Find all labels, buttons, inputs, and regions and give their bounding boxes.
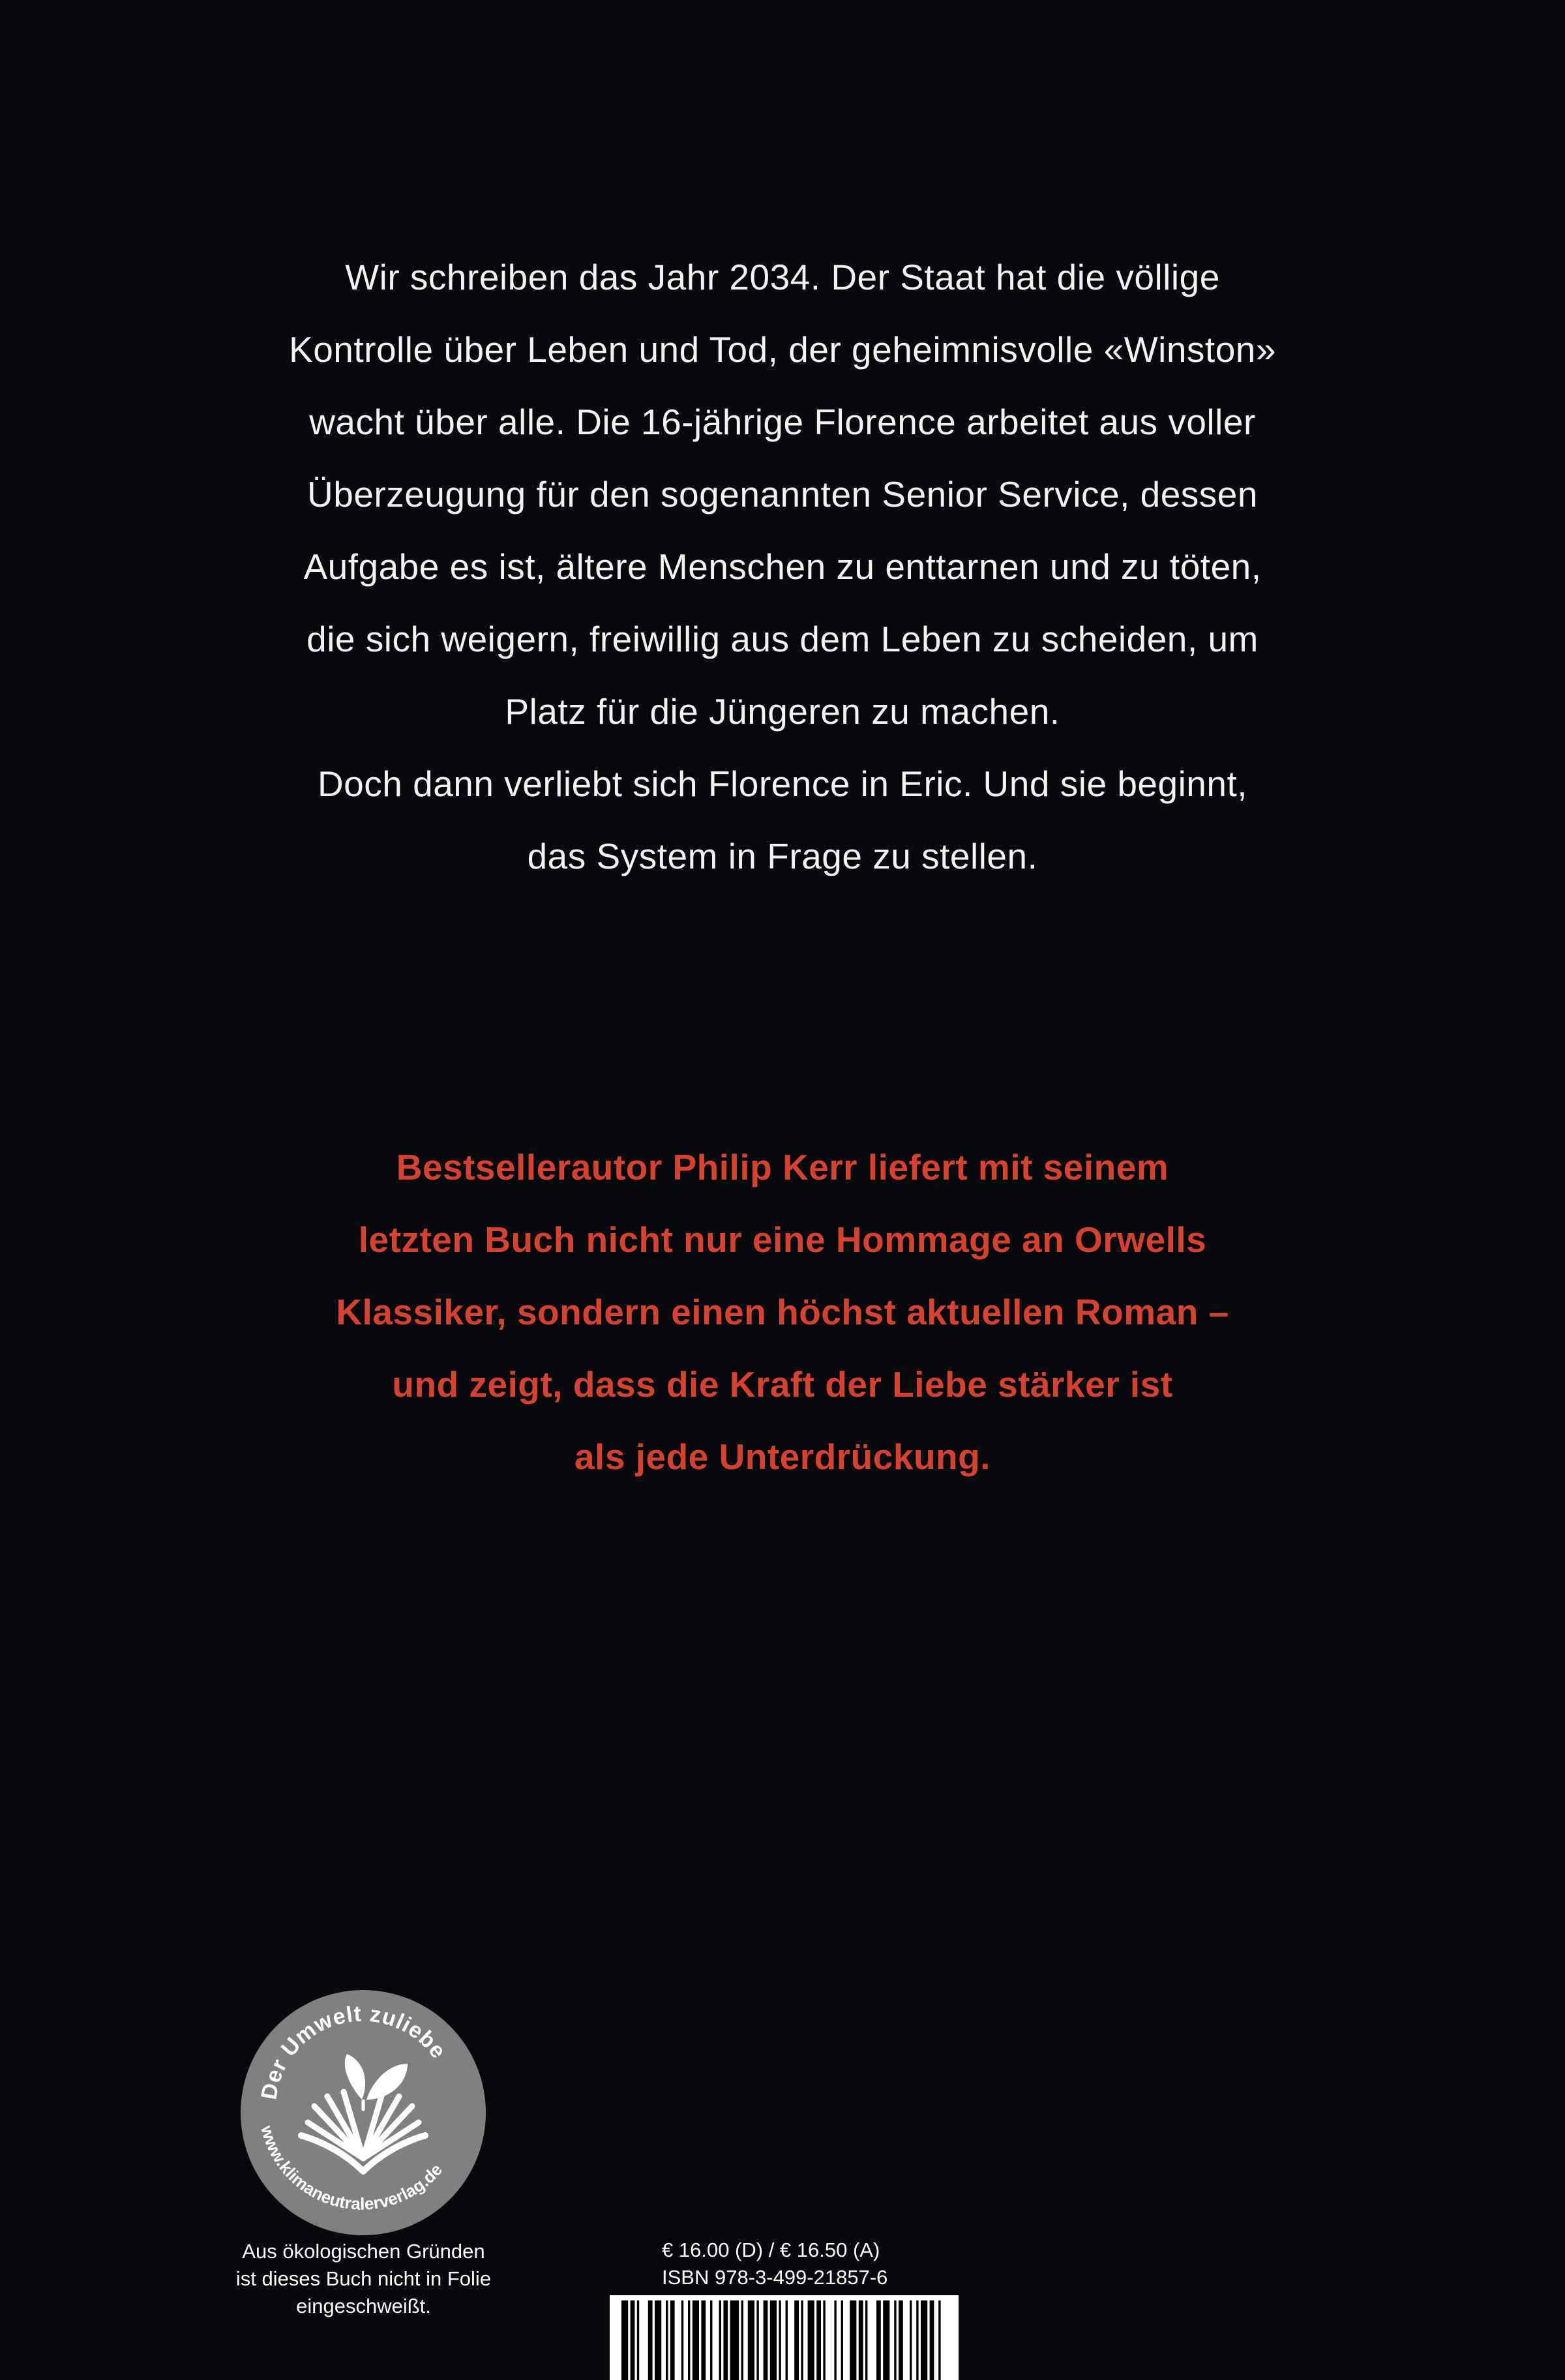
barcode-bar bbox=[841, 2300, 843, 2380]
barcode-bar bbox=[834, 2300, 836, 2380]
blurb-line: Platz für die Jüngeren zu machen. bbox=[505, 691, 1060, 732]
blurb-line: Überzeugung für den sogenannten Senior Service, dessen bbox=[307, 474, 1258, 514]
barcode-bar bbox=[748, 2300, 754, 2380]
barcode-bar bbox=[701, 2300, 706, 2380]
barcode-bar bbox=[850, 2300, 856, 2380]
barcode bbox=[610, 2295, 959, 2380]
barcode-bar bbox=[648, 2300, 653, 2380]
blurb-line: die sich weigern, freiwillig aus dem Leben zu scheiden, um bbox=[306, 619, 1259, 659]
eco-seal bbox=[239, 1989, 487, 2237]
barcode-bar bbox=[764, 2300, 768, 2380]
isbn: ISBN 978-3-499-21857-6 bbox=[662, 2266, 888, 2289]
barcode-bar bbox=[730, 2300, 739, 2380]
barcode-bar bbox=[719, 2300, 721, 2380]
barcode-bar bbox=[916, 2300, 918, 2380]
barcode-bar bbox=[770, 2300, 777, 2380]
blurb-line: Aufgabe es ist, ältere Menschen zu enttarnen und zu töten, bbox=[303, 546, 1262, 587]
barcode-bar bbox=[938, 2300, 940, 2380]
barcode-bar bbox=[865, 2300, 867, 2380]
quote-line: Klassiker, sondern einen höchst aktuellen Roman – bbox=[336, 1292, 1229, 1332]
barcode-bar bbox=[670, 2300, 675, 2380]
barcode-bar bbox=[899, 2300, 903, 2380]
barcode-bar bbox=[655, 2300, 661, 2380]
price: € 16.00 (D) / € 16.50 (A) bbox=[662, 2239, 880, 2261]
blurb-line: Doch dann verliebt sich Florence in Eric. Und sie beginnt, bbox=[317, 764, 1248, 804]
barcode-bar bbox=[779, 2300, 781, 2380]
barcode-bar bbox=[801, 2300, 803, 2380]
quote-line: letzten Buch nicht nur eine Hommage an Orwells bbox=[358, 1219, 1207, 1260]
barcode-bar bbox=[894, 2300, 896, 2380]
eco-note-line: eingeschweißt. bbox=[296, 2295, 431, 2317]
barcode-bar bbox=[816, 2300, 821, 2380]
barcode-bar bbox=[883, 2300, 889, 2380]
blurb-line: das System in Frage zu stellen. bbox=[527, 836, 1038, 876]
barcode-bar bbox=[637, 2300, 639, 2380]
barcode-bar bbox=[741, 2300, 743, 2380]
blurb-line: Kontrolle über Leben und Tod, der geheimnisvolle «Winston» bbox=[289, 329, 1276, 370]
seal-bottom-text: www.klimaneutralerverlag.de bbox=[257, 2123, 447, 2214]
barcode-bar bbox=[823, 2300, 825, 2380]
barcode-bar bbox=[930, 2300, 934, 2380]
barcode-bar bbox=[921, 2300, 927, 2380]
barcode-bar bbox=[910, 2300, 912, 2380]
barcode-bars bbox=[610, 2295, 959, 2380]
barcode-bar bbox=[876, 2300, 881, 2380]
barcode-bar bbox=[808, 2300, 814, 2380]
praise-quote bbox=[196, 1131, 1369, 1493]
barcode-bar bbox=[859, 2300, 863, 2380]
barcode-bar bbox=[756, 2300, 758, 2380]
quote-line: Bestsellerautor Philip Kerr liefert mit seinem bbox=[396, 1147, 1169, 1187]
eco-seal-graphic bbox=[239, 1989, 487, 2237]
seal-top-text: Der Umwelt zuliebe bbox=[256, 2001, 451, 2102]
quote-line: und zeigt, dass die Kraft der Liebe stärker ist bbox=[392, 1364, 1173, 1405]
quote-line: als jede Unterdrückung. bbox=[574, 1436, 991, 1477]
eco-note-line: ist dieses Buch nicht in Folie bbox=[235, 2267, 492, 2290]
eco-note bbox=[196, 2238, 531, 2320]
barcode-bar bbox=[723, 2300, 728, 2380]
blurb-line: Wir schreiben das Jahr 2034. Der Staat hat die völlige bbox=[345, 257, 1220, 297]
barcode-bar bbox=[681, 2300, 683, 2380]
barcode-bar bbox=[786, 2300, 788, 2380]
blurb-line: wacht über alle. Die 16-jährige Florence arbeitet aus voller bbox=[309, 402, 1256, 442]
blurb-text bbox=[196, 241, 1369, 893]
eco-note-line: Aus ökologischen Gründen bbox=[242, 2240, 485, 2263]
barcode-bar bbox=[666, 2300, 668, 2380]
barcode-bar bbox=[631, 2300, 635, 2380]
barcode-bar bbox=[621, 2300, 628, 2380]
barcode-bar bbox=[794, 2300, 799, 2380]
barcode-bar bbox=[688, 2300, 690, 2380]
barcode-bar bbox=[693, 2300, 699, 2380]
price-isbn-block bbox=[662, 2237, 988, 2291]
barcode-bar bbox=[710, 2300, 712, 2380]
